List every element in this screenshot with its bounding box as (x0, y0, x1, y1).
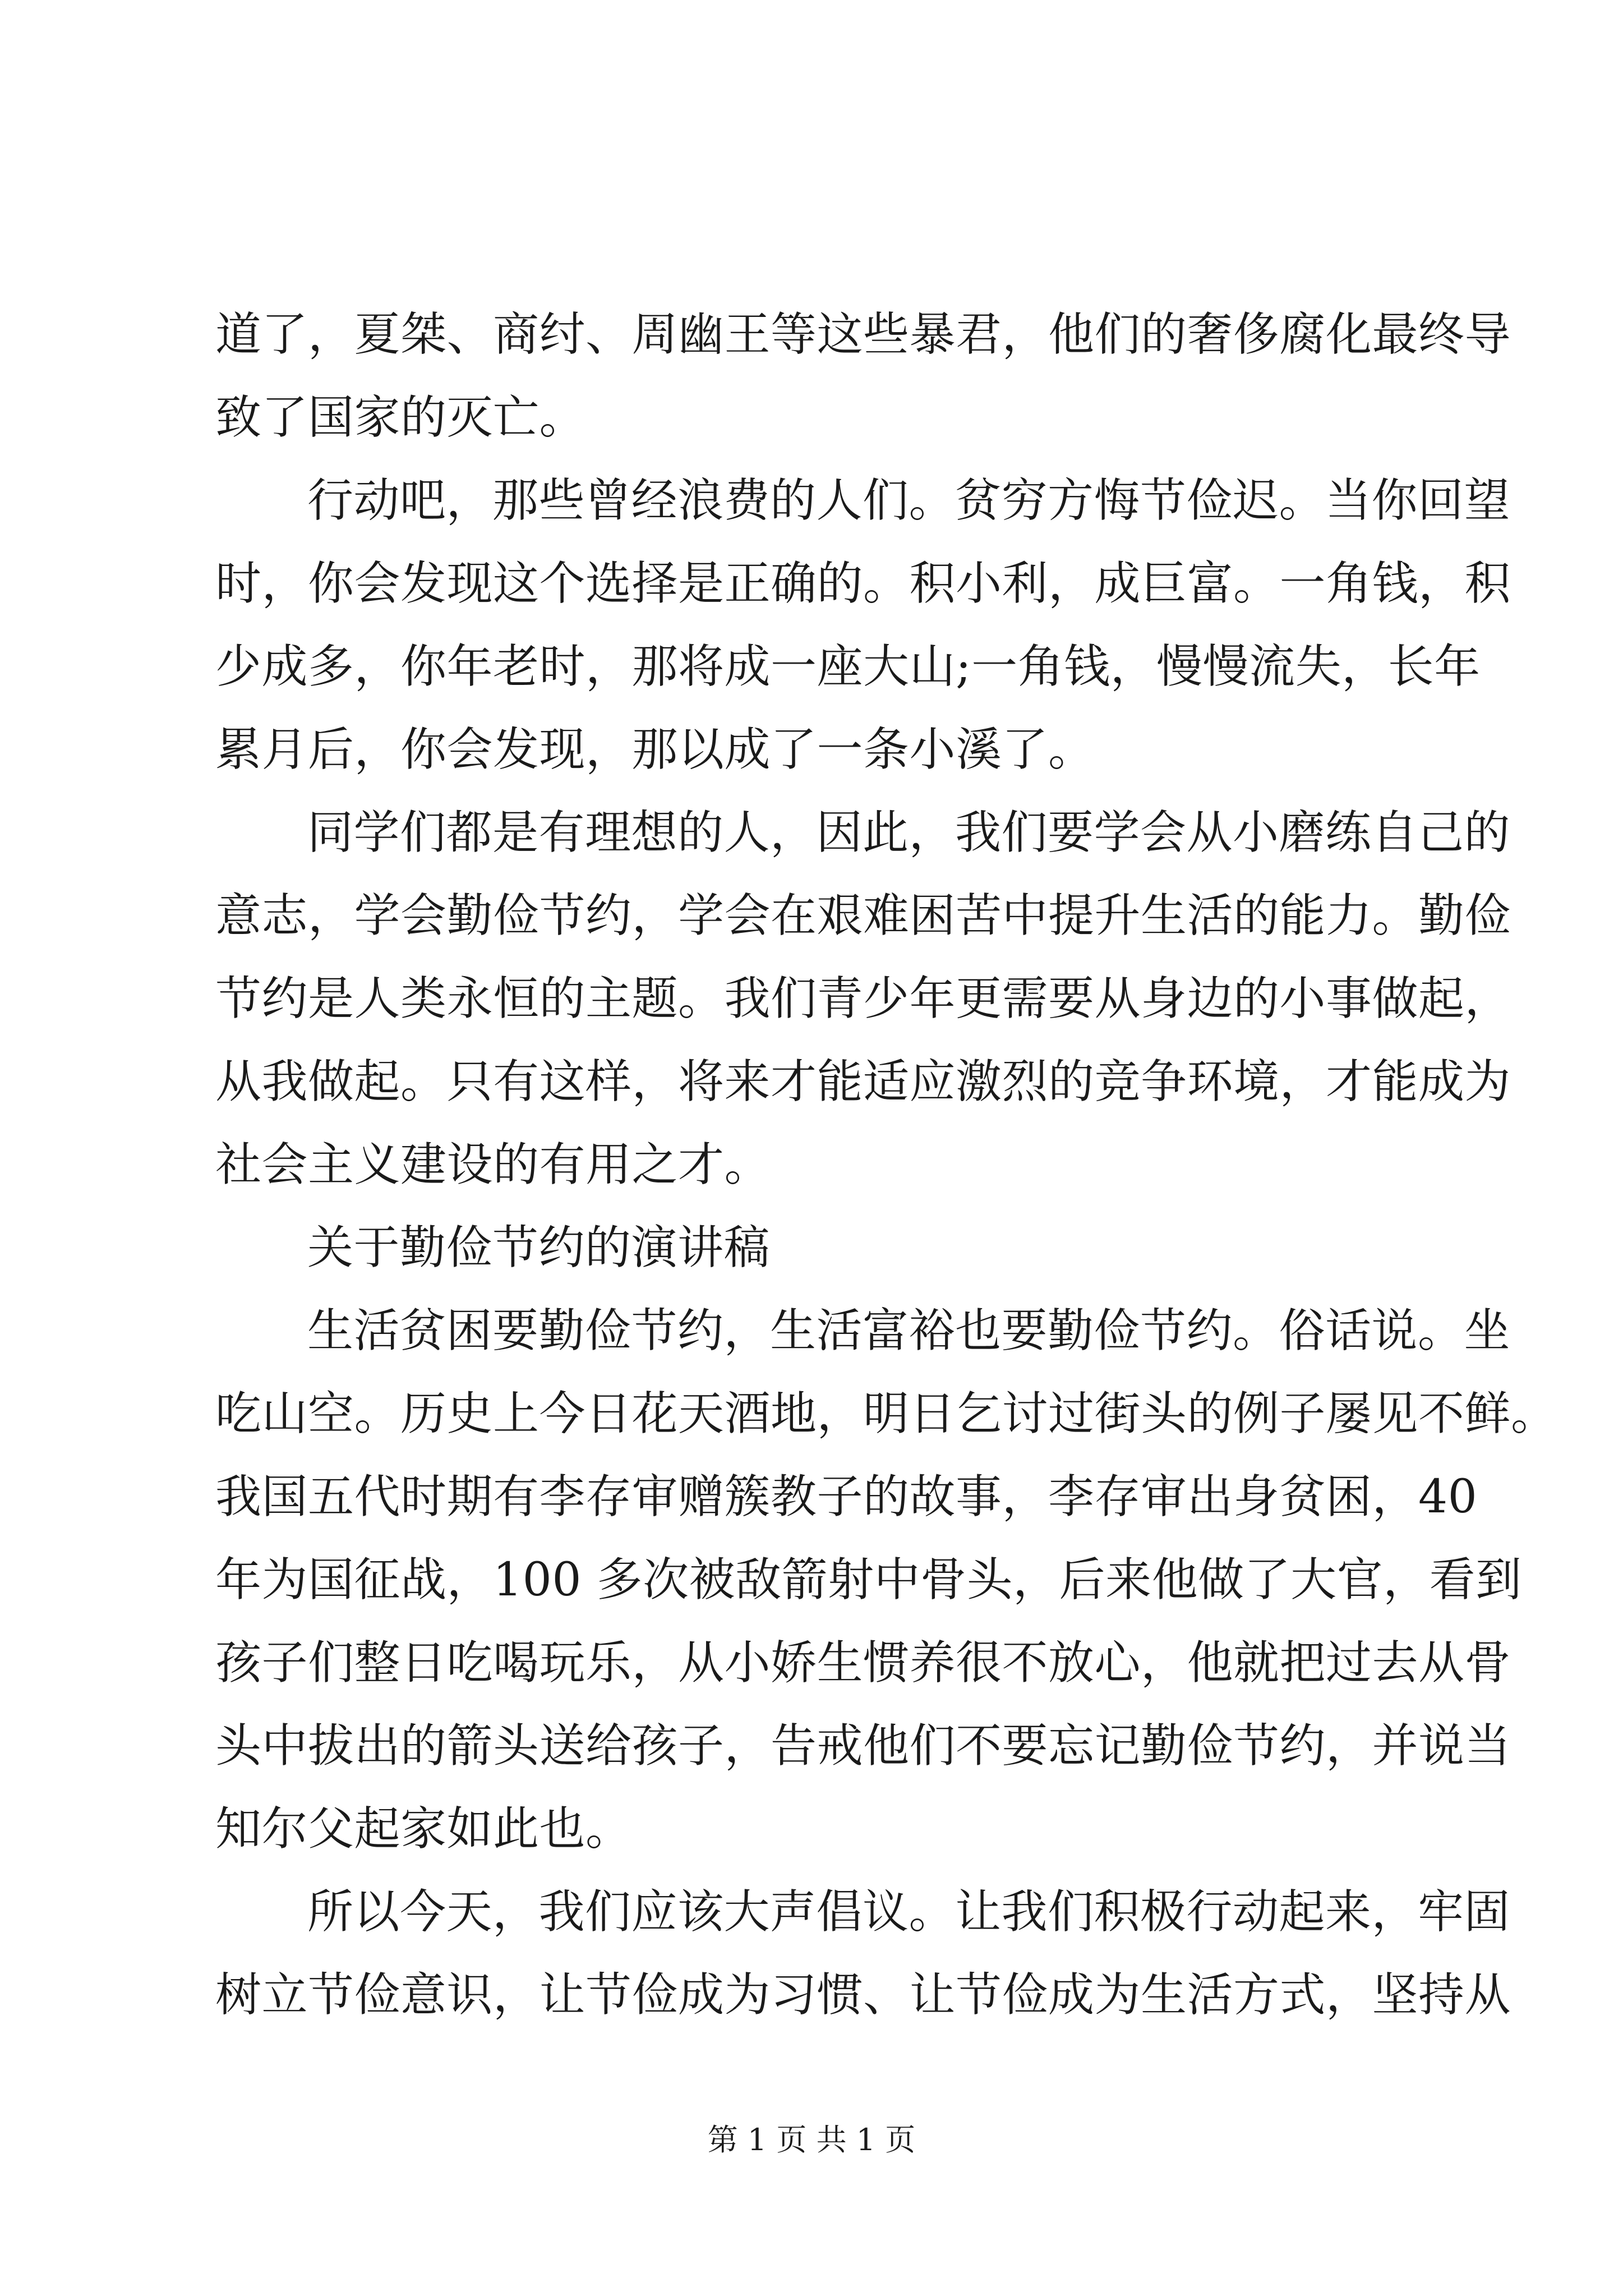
text-line: 头中拔出的箭头送给孩子，告戒他们不要忘记勤俭节约，并说当 (215, 1719, 1511, 1773)
text-line: 孩子们整日吃喝玩乐，从小娇生惯养很不放心，他就把过去从骨 (215, 1636, 1511, 1690)
text-line: 知尔父起家如此也。 (215, 1802, 632, 1856)
text-line: 树立节俭意识，让节俭成为习惯、让节俭成为生活方式，坚持从 (215, 1968, 1511, 2022)
text-line: 致了国家的灭亡。 (215, 391, 586, 444)
text-line: 道了，夏桀、商纣、周幽王等这些暴君，他们的奢侈腐化最终导 (215, 308, 1511, 361)
text-line: 生活贫困要勤俭节约，生活富裕也要勤俭节约。俗话说。坐 (307, 1304, 1511, 1358)
text-line: 年为国征战，100 多次被敌箭射中骨头，后来他做了大官，看到 (215, 1553, 1522, 1607)
text-line: 时，你会发现这个选择是正确的。积小利，成巨富。一角钱，积 (215, 557, 1511, 610)
section-heading: 关于勤俭节约的演讲稿 (307, 1221, 771, 1274)
text-line: 同学们都是有理想的人，因此，我们要学会从小磨练自己的 (307, 806, 1511, 859)
document-body (215, 293, 1557, 2037)
page-number-footer: 第 1 页 共 1 页 (707, 2122, 916, 2157)
text-line: 所以今天，我们应该大声倡议。让我们积极行动起来，牢固 (307, 1885, 1511, 1939)
text-line: 累月后，你会发现，那以成了一条小溪了。 (215, 723, 1095, 776)
text-line: 少成多，你年老时，那将成一座大山;一角钱，慢慢流失，长年 (215, 640, 1481, 693)
text-line: 意志，学会勤俭节约，学会在艰难困苦中提升生活的能力。勤俭 (215, 889, 1511, 942)
text-line: 节约是人类永恒的主题。我们青少年更需要从身边的小事做起， (215, 972, 1511, 1025)
text-line: 吃山空。历史上今日花天酒地，明日乞讨过街头的例子屡见不鲜。 (215, 1387, 1557, 1441)
text-line: 行动吧，那些曾经浪费的人们。贫穷方悔节俭迟。当你回望 (307, 474, 1511, 527)
text-line: 我国五代时期有李存审赠簇教子的故事，李存审出身贫困，40 (215, 1470, 1478, 1524)
text-line: 从我做起。只有这样，将来才能适应激烈的竞争环境，才能成为 (215, 1055, 1511, 1108)
text-line: 社会主义建设的有用之才。 (215, 1138, 771, 1191)
